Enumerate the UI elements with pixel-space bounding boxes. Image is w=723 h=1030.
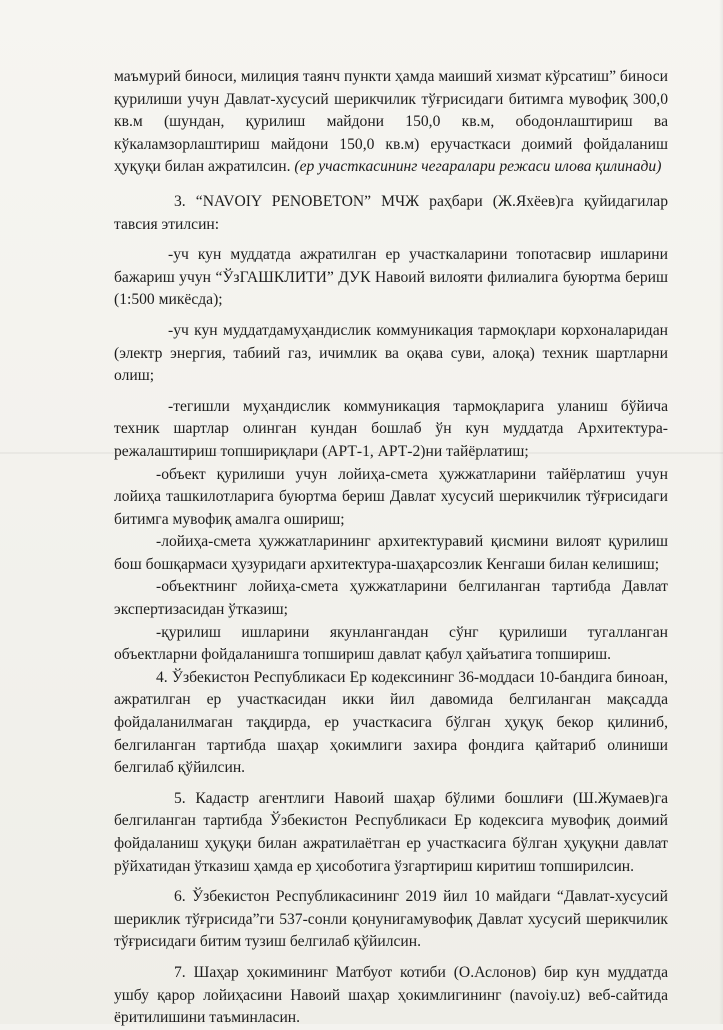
item-3-sub-4: -объект қурилиши учун лойиҳа-смета ҳужжатларини тайёрлатиш учун лойиҳа ташкилотларига буюртма бериш Давлат хусусий шерикчилик тўғрисидаги битимга мувофиқ амалга ошириш; xyxy=(114,465,668,528)
paragraph-intro xyxy=(114,66,668,179)
item-3-sub-1: -уч кун муддатда ажратилган ер участкаларини топотасвир ишларини бажариш учун “ЎзГАШКЛИТИ” ДУК Навоий вилояти филиалига буюртма бериш (1:500 микёсда); xyxy=(114,246,668,309)
item-3-sub-2: -уч кун муддатдамуҳандислик коммуникация тармоқлари корхоналаридан (электр энергия, табиий газ, ичимлик ва оқава суви, алоқа) техник шартларни олиш; xyxy=(114,321,668,385)
paragraph-intro-note: (ер участкасининг чегаралари режаси илова қилинади) xyxy=(294,158,662,176)
item-3-sub-6: -объектнинг лойиҳа-смета ҳужжатларини белгиланган тартибда Давлат экспертизасидан ўтказиш; xyxy=(114,578,668,619)
scan-edge-shadow xyxy=(719,0,723,1024)
item-3-sub-5: -лойиҳа-смета ҳужжатларининг архитектуравий қисмини вилоят қурилиш бош бошқармаси ҳузуридаги архитектура-шаҳарсозлик Кенгаши билан келишиш; xyxy=(114,533,668,573)
item-5: 5. Кадастр агентлиги Навоий шаҳар бўлими бошлиғи (Ш.Жумаев)га белгиланган тартибда Ўзбекистон Республикаси Ер кодексига мувофиқ доимий фойдаланиш ҳуқуқи билан ажратилаётган ер участкасига бўлган ҳуқуқни давлат рўйхатидан ўтказиш ҳамда ер ҳисоботига ўзгартириш киритиш топширилсин. xyxy=(114,789,668,875)
item-4: 4. Ўзбекистон Республикаси Ер кодексининг 36-моддаси 10-бандига биноан, ажратилган ер участкасидан икки йил давомида белгиланган мақсадда фойдаланилмаган тақдирда, ер участкасига бўлган ҳуқуқ бекор қилиниб, белгиланган тартибда шаҳар ҳокимлиги захира фондига қайтариб олиниши белгилаб қўйилсин. xyxy=(114,668,668,777)
item-3-title: 3. “NAVOIY PENOBETON” МЧЖ раҳбари (Ж.Яхёев)га қуйидагилар тавсия этилсин: xyxy=(114,192,668,233)
item-6: 6. Ўзбекистон Республикасининг 2019 йил 10 майдаги “Давлат-хусусий шериклик тўғрисида”ги 537-сонли қонунигамувофиқ Давлат хусусий шерикчилик тўғрисидаги битим тузиш белгилаб қўйилсин. xyxy=(114,888,668,951)
document-body xyxy=(114,66,668,1030)
item-3-sub-3: -тегишли муҳандислик коммуникация тармоқларига уланиш бўйича техник шартлар олинган кундан бошлаб ўн кун муддатда Архитектура-режалаштириш топшириқлари (АРТ-1, АРТ-2)ни тайёрлатиш; xyxy=(114,397,668,460)
item-7: 7. Шаҳар ҳокимининг Матбуот котиби (О.Аслонов) бир кун муддатда ушбу қарор лойиҳасини Навоий шаҳар ҳокимлигининг (navoiy.uz) веб-сайтида ёритилишини таъминласин. xyxy=(114,963,668,1027)
item-3-sub-7: -қурилиш ишларини якунлангандан сўнг қурилиши тугалланган объектларни фойдаланишга топшириш давлат қабул ҳайъатига топшириш. xyxy=(114,623,668,664)
paragraph-intro-text: маъмурий биноси, милиция таянч пункти ҳамда маиший хизмат кўрсатиш” биноси қурилиши учун Давлат-хусусий шерикчилик тўғрисидаги битимга мувофиқ 300,0 кв.м (шундан, қурилиш майдони 150,0 кв.м, ободонлаштириш ва кўкаламзорлаштириш майдони 150,0 кв.м) еручасткаси доимий фойдаланиш ҳуқуқи билан ажратилсин. xyxy=(114,68,668,176)
